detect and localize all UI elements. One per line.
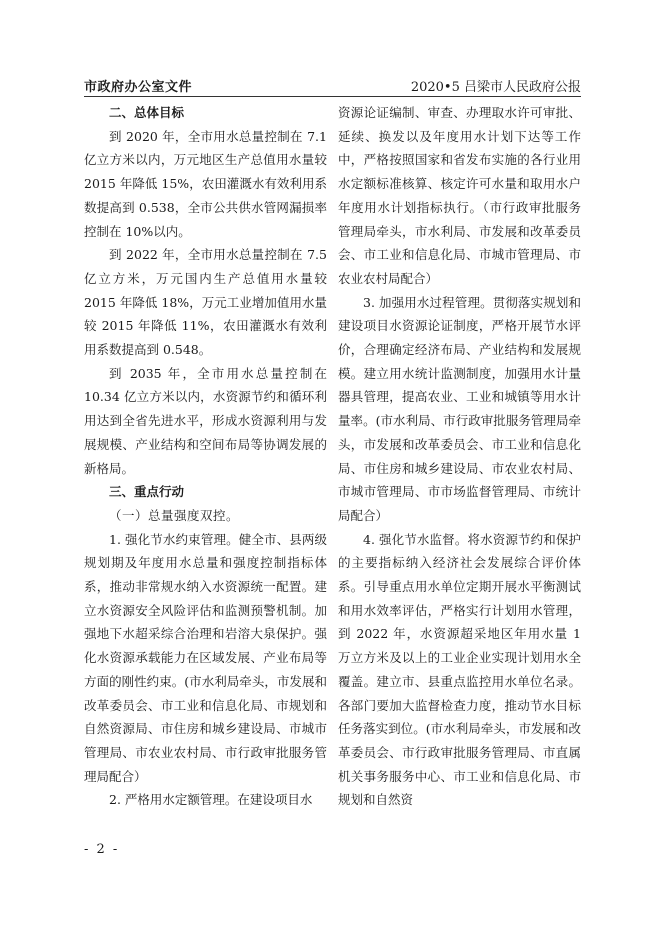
paragraph-2035-goal: 到 2035 年，全市用水总量控制在 10.34 亿立方米以内，水资源节约和循环利用达到全省先进水平，形成水资源利用与发展规模、产业结构和空间布局等协调发展的新格局。 xyxy=(84,365,327,476)
heading-key-actions: 三、重点行动 xyxy=(109,484,185,500)
page-number: - 2 - xyxy=(84,842,120,857)
paragraph-action-4: 4. 强化节水监督。将水资源节约和保护的主要指标纳入经济社会发展综合评价体系。引导重点用水单位定期开展水平衡测试和用水效率评估，严格实行计划用水管理，到 2022 年，水资源超采地区年用水量 1 万立方米及以上的工业企业实现计划用水全覆盖。建立市、县重点监控用水单位名录。各部门要加大监督检查力度，推动节水目标任务落实到位。(市水利局牵头，市发展和改革委员会、市行政审批服务管理局、市直属机关事务服务中心、市工业和信息化局、市规划和自然资 xyxy=(338,531,581,808)
paragraph-action-3: 3. 加强用水过程管理。贯彻落实规划和建设项目水资源论证制度，严格开展节水评价，合理确定经济布局、产业结构和发展规模。建立用水统计监测制度，加强用水计量器具管理，提高农业、工业和城镇等用水计量率。(市水利局、市行政审批服务管理局牵头，市发展和改革委员会、市工业和信息化局、市住房和城乡建设局、市农业农村局、市城市管理局、市市场监督管理局、市统计局配合） xyxy=(338,294,581,523)
section-title: 市政府办公室文件 xyxy=(84,80,193,95)
subheading-total-control: （一）总量强度双控。 xyxy=(109,507,240,523)
page-header xyxy=(84,74,581,97)
right-column xyxy=(338,101,581,812)
paragraph-2020-goal: 到 2020 年，全市用水总量控制在 7.1 亿立方米以内，万元地区生产总值用水量较 2015 年降低 15%，农田灌溉水有效利用系数提高到 0.538，全市公共供水管网漏损率控制在 10%以内。 xyxy=(84,128,327,239)
left-column xyxy=(84,101,327,812)
heading-overall-goals: 二、总体目标 xyxy=(109,105,185,120)
paragraph-2022-goal: 到 2022 年，全市用水总量控制在 7.5 亿立方米，万元国内生产总值用水量较 2015 年降低 18%，万元工业增加值用水量较 2015 年降低 11%，农田灌溉水有效利用系数提高到 0.548。 xyxy=(84,247,327,358)
publication-title: 2020•5 吕梁市人民政府公报 xyxy=(410,80,581,95)
paragraph-action-2-start: 2. 严格用水定额管理。在建设项目水 xyxy=(109,792,313,808)
paragraph-action-1: 1. 强化节水约束管理。健全市、县两级规划期及年度用水总量和强度控制指标体系，推动非常规水纳入水资源统一配置。建立水资源安全风险评估和监测预警机制。加强地下水超采综合治理和岩溶大泉保护。强化水资源承载能力在区域发展、产业布局等方面的刚性约束。(市水利局牵头，市发展和改革委员会、市工业和信息化局、市规划和自然资源局、市住房和城乡建设局、市城市管理局、市农业农村局、市行政审批服务管理局配合） xyxy=(84,531,327,784)
paragraph-action-2-cont: 资源论证编制、审查、办理取水许可审批、延续、换发以及年度用水计划下达等工作中，严格按照国家和省发布实施的各行业用水定额标准核算、核定许可水量和取用水户年度用水计划指标执行。（市行政审批服务管理局牵头，市水利局、市发展和改革委员会、市工业和信息化局、市城市管理局、市农业农村局配合） xyxy=(338,105,581,286)
